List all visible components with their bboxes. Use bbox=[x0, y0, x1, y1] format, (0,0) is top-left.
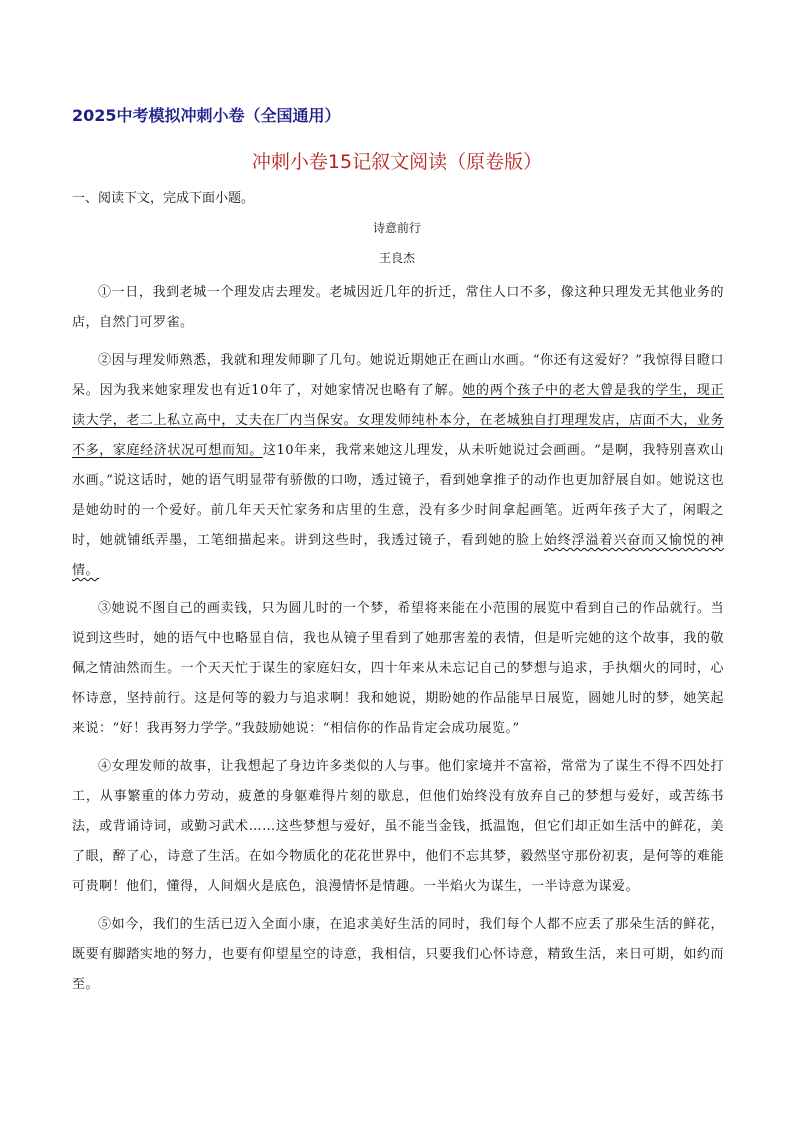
paragraph-2-part-b: 这10年来，我常来她这儿理发，从未听她说过会画画。“是啊，我特别喜欢山水画。”说这话时，她的语气明显带有骄傲的口吻，透过镜子，看到她拿推子的动作也更加舒展自如。她说这也是她幼时的一个爱好。前几年天天忙家务和店里的生意，没有多少时间拿起画笔。近两年孩子大了，闲暇之时，她就铺纸弄墨，工笔细描起来。讲到这些时，我透过镜子，看到她的脸上 bbox=[72, 443, 724, 548]
essay-author: 王良杰 bbox=[378, 251, 415, 265]
paragraph-4: ④女理发师的故事，让我想起了身边许多类似的人与事。他们家境并不富裕，常常为了谋生不得不四处打工，从事繁重的体力劳动，疲惫的身躯难得片刻的歇息，但他们始终没有放弃自己的梦想与爱好，或苦练书法，或背诵诗词，或勤习武术……这些梦想与爱好，虽不能当金钱，抵温饱，但它们却正如生活中的鲜花，美了眼，醉了心，诗意了生活。在如今物质化的花花世界中，他们不忘其梦，毅然坚守那份初衷，是何等的难能可贵啊！他们，懂得，人间烟火是底色，浪漫情怀是情趣。一半焰火为谋生，一半诗意为谋爱。 bbox=[72, 759, 724, 894]
paragraph-5: ⑤如今，我们的生活已迈入全面小康，在追求美好生活的同时，我们每个人都不应丢了那朵生活的鲜花，既要有脚踏实地的努力，也要有仰望星空的诗意，我相信，只要我们心怀诗意，精致生活，来日可期，如约而至。 bbox=[72, 917, 724, 992]
paragraph-3: ③她说不图自己的画卖钱，只为圆儿时的一个梦，希望将来能在小范围的展览中看到自己的作品就行。当说到这些时，她的语气中也略显自信，我也从镜子里看到了她那害羞的表情，但是听完她的这个故事，我的敬佩之情油然而生。一个天天忙于谋生的家庭妇女，四十年来从未忘记自己的梦想与追求，手执烟火的同时，心怀诗意，坚持前行。这是何等的毅力与追求啊！我和她说，期盼她的作品能早日展览，圆她儿时的梦，她笑起来说：“好！我再努力学学。”我鼓励她说：“相信你的作品肯定会成功展览。” bbox=[72, 601, 724, 736]
paragraph-1: ①一日，我到老城一个理发店去理发。老城因近几年的折迁，常住人口不多，像这种只理发无其他业务的店，自然门可罗雀。 bbox=[72, 285, 724, 330]
essay-title: 诗意前行 bbox=[372, 221, 421, 235]
paragraph-2-part-a: ②因与理发师熟悉，我就和理发师聊了几句。她说近期她正在画山水画。“你还有这爱好？”我惊得目瞪口呆。因为我来她家理发也有近10年了，对她家情况也略有了解。 bbox=[72, 353, 724, 398]
paper-title: 冲刺小卷15记叙文阅读（原卷版） bbox=[251, 151, 543, 173]
wavy-underlined-passage: 始终浮溢着兴奋而又愉悦的神情。 bbox=[72, 533, 724, 578]
underlined-passage: 她的两个孩子中的老大曾是我的学生，现正读大学，老二上私立高中，丈夫在厂内当保安。女理发师纯朴本分，在老城独自打理理发店，店面不大，业务不多，家庭经济状况可想而知。 bbox=[72, 383, 724, 458]
essay-body bbox=[72, 278, 724, 1008]
paragraph-2 bbox=[72, 346, 724, 586]
question-instruction: 一、阅读下文，完成下面小题。 bbox=[72, 191, 255, 206]
series-title: 2025中考模拟冲刺小卷（全国通用） bbox=[72, 106, 341, 125]
